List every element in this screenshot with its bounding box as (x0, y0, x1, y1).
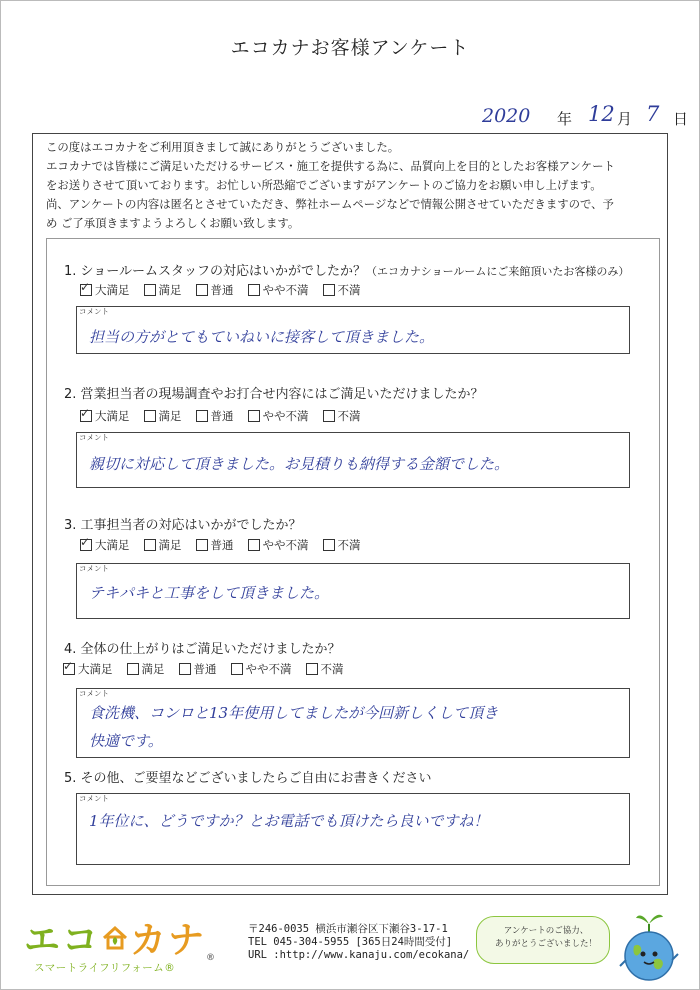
date-year: 2020 (482, 105, 531, 127)
option-3-4[interactable] (248, 537, 309, 553)
option-label: 満足 (158, 538, 182, 552)
question-4-options (63, 661, 358, 677)
question-5 (64, 767, 432, 786)
question-1-note: （エコカナショールームにご来館頂いたお客様のみ） (366, 265, 630, 278)
question-3-label: 3. 工事担当者の対応はいかがでしたか？ (64, 518, 302, 533)
option-1-3[interactable] (196, 282, 234, 298)
comment-2-text: 親切に対応して頂きました。お見積りも納得する金額でした。 (89, 455, 510, 473)
question-4 (64, 638, 341, 657)
checkbox-icon[interactable] (323, 284, 335, 296)
checkbox-icon[interactable] (127, 663, 139, 675)
option-1-5[interactable] (323, 282, 361, 298)
date-day-label: 日 (673, 110, 689, 128)
option-label: 不満 (337, 409, 361, 423)
ecokana-logo (24, 912, 217, 975)
option-1-1[interactable] (80, 282, 130, 298)
question-3 (64, 514, 302, 533)
date-month: 12 (588, 102, 615, 126)
option-label: 大満足 (95, 283, 130, 297)
earth-mascot-icon (614, 904, 684, 984)
option-4-4[interactable] (231, 661, 292, 677)
option-label: 大満足 (78, 662, 113, 676)
comment-3-text: テキパキと工事をして頂きました。 (89, 584, 330, 602)
option-label: 普通 (210, 283, 234, 297)
checkbox-icon[interactable] (80, 539, 92, 551)
thanks-line-1: アンケートのご協力、 (503, 926, 589, 936)
comment-4-text-line-2: 快適です。 (89, 732, 163, 750)
address-line: 〒246-0035 横浜市瀬谷区下瀬谷3-17-1 (248, 923, 448, 935)
option-3-2[interactable] (144, 537, 182, 553)
checkbox-icon[interactable] (80, 284, 92, 296)
checkbox-icon[interactable] (179, 663, 191, 675)
option-1-2[interactable] (144, 282, 182, 298)
checkbox-icon[interactable] (323, 410, 335, 422)
option-label: 不満 (337, 538, 361, 552)
option-label: 普通 (193, 662, 217, 676)
option-2-1[interactable] (80, 408, 130, 424)
logo-text-eco: エコ (24, 920, 101, 961)
comment-box-5[interactable] (76, 793, 630, 865)
logo-subtitle: スマートライフリフォーム® (34, 962, 176, 974)
comment-4-text-line-1: 食洗機、コンロと13年使用してましたが今回新しくして頂き (89, 704, 499, 722)
option-label: 大満足 (95, 538, 130, 552)
option-label: 普通 (210, 538, 234, 552)
option-4-5[interactable] (306, 661, 344, 677)
date-month-label: 月 (617, 110, 633, 128)
comment-box-3[interactable] (76, 563, 630, 619)
option-2-5[interactable] (323, 408, 361, 424)
option-label: 普通 (210, 409, 234, 423)
option-label: 満足 (158, 409, 182, 423)
comment-label: コメント (79, 433, 109, 442)
checkbox-icon[interactable] (144, 410, 156, 422)
question-2-options (80, 408, 375, 424)
option-label: 満足 (141, 662, 165, 676)
thanks-bubble (476, 916, 610, 964)
company-address (248, 923, 469, 962)
question-4-label: 4. 全体の仕上がりはご満足いただけましたか？ (64, 642, 341, 657)
url-line[interactable]: URL :http://www.kanaju.com/ecokana/ (248, 949, 470, 961)
option-label: やや不満 (262, 409, 309, 423)
comment-label: コメント (79, 307, 109, 316)
thanks-line-2: ありがとうございました！ (494, 939, 597, 949)
option-4-1[interactable] (63, 661, 113, 677)
option-1-4[interactable] (248, 282, 309, 298)
option-label: 満足 (158, 283, 182, 297)
logo-text-kana: カナ (130, 920, 207, 961)
option-2-2[interactable] (144, 408, 182, 424)
intro-line: をお送りさせて頂いております。お忙しい所恐縮でございますがアンケートのご協力をお願い申し上げます。 (46, 178, 602, 192)
intro-line: 尚、アンケートの内容は匿名とさせていただき、弊社ホームページなどで情報公開させていただきますので、予 (46, 197, 614, 211)
comment-label: コメント (79, 794, 109, 803)
option-2-3[interactable] (196, 408, 234, 424)
intro-text (46, 138, 666, 233)
option-4-2[interactable] (127, 661, 165, 677)
comment-box-4[interactable] (76, 688, 630, 758)
comment-1-text: 担当の方がとてもていねいに接客して頂きました。 (89, 328, 435, 346)
comment-label: コメント (79, 564, 109, 573)
question-1 (64, 260, 629, 279)
comment-box-1[interactable] (76, 306, 630, 354)
checkbox-icon[interactable] (306, 663, 318, 675)
question-3-options (80, 537, 375, 553)
option-label: やや不満 (262, 538, 309, 552)
comment-box-2[interactable] (76, 432, 630, 488)
option-4-3[interactable] (179, 661, 217, 677)
house-icon (102, 925, 128, 951)
option-label: 不満 (337, 283, 361, 297)
option-label: やや不満 (262, 283, 309, 297)
question-2-label: 2. 営業担当者の現場調査やお打合せ内容にはご満足いただけましたか？ (64, 387, 484, 402)
question-2 (64, 383, 484, 402)
question-1-label: 1. ショールームスタッフの対応はいかがでしたか？ (64, 264, 367, 279)
checkbox-icon[interactable] (196, 284, 208, 296)
question-5-label: 5. その他、ご要望などございましたらご自由にお書きください (64, 771, 432, 786)
checkbox-icon[interactable] (231, 663, 243, 675)
logo-trademark: ® (206, 953, 218, 963)
intro-line: この度はエコカナをご利用頂きまして誠にありがとうございました。 (46, 140, 400, 154)
date-day: 7 (646, 102, 660, 126)
option-3-1[interactable] (80, 537, 130, 553)
checkbox-icon[interactable] (144, 539, 156, 551)
comment-5-text: 1年位に、どうですか？とお電話でも頂けたら良いですね！ (89, 812, 489, 830)
date-year-label: 年 (557, 110, 573, 128)
option-3-5[interactable] (323, 537, 361, 553)
option-2-4[interactable] (248, 408, 309, 424)
checkbox-icon[interactable] (63, 663, 75, 675)
phone-line: TEL 045-304-5955 [365日24時間受付] (248, 936, 453, 948)
option-label: 大満足 (95, 409, 130, 423)
checkbox-icon[interactable] (248, 539, 260, 551)
checkbox-icon[interactable] (196, 410, 208, 422)
option-3-3[interactable] (196, 537, 234, 553)
checkbox-icon[interactable] (248, 410, 260, 422)
option-label: 不満 (320, 662, 344, 676)
checkbox-icon[interactable] (144, 284, 156, 296)
comment-label: コメント (79, 689, 109, 698)
option-label: やや不満 (245, 662, 292, 676)
question-1-options (80, 282, 375, 298)
intro-line: め ご了承頂きますようよろしくお願い致します。 (46, 216, 300, 230)
checkbox-icon[interactable] (248, 284, 260, 296)
checkbox-icon[interactable] (323, 539, 335, 551)
intro-line: エコカナでは皆様にご満足いただけるサービス・施工を提供する為に、品質向上を目的としたお客様アンケート (46, 159, 615, 173)
page-title: エコカナお客様アンケート (230, 37, 470, 59)
checkbox-icon[interactable] (196, 539, 208, 551)
checkbox-icon[interactable] (80, 410, 92, 422)
